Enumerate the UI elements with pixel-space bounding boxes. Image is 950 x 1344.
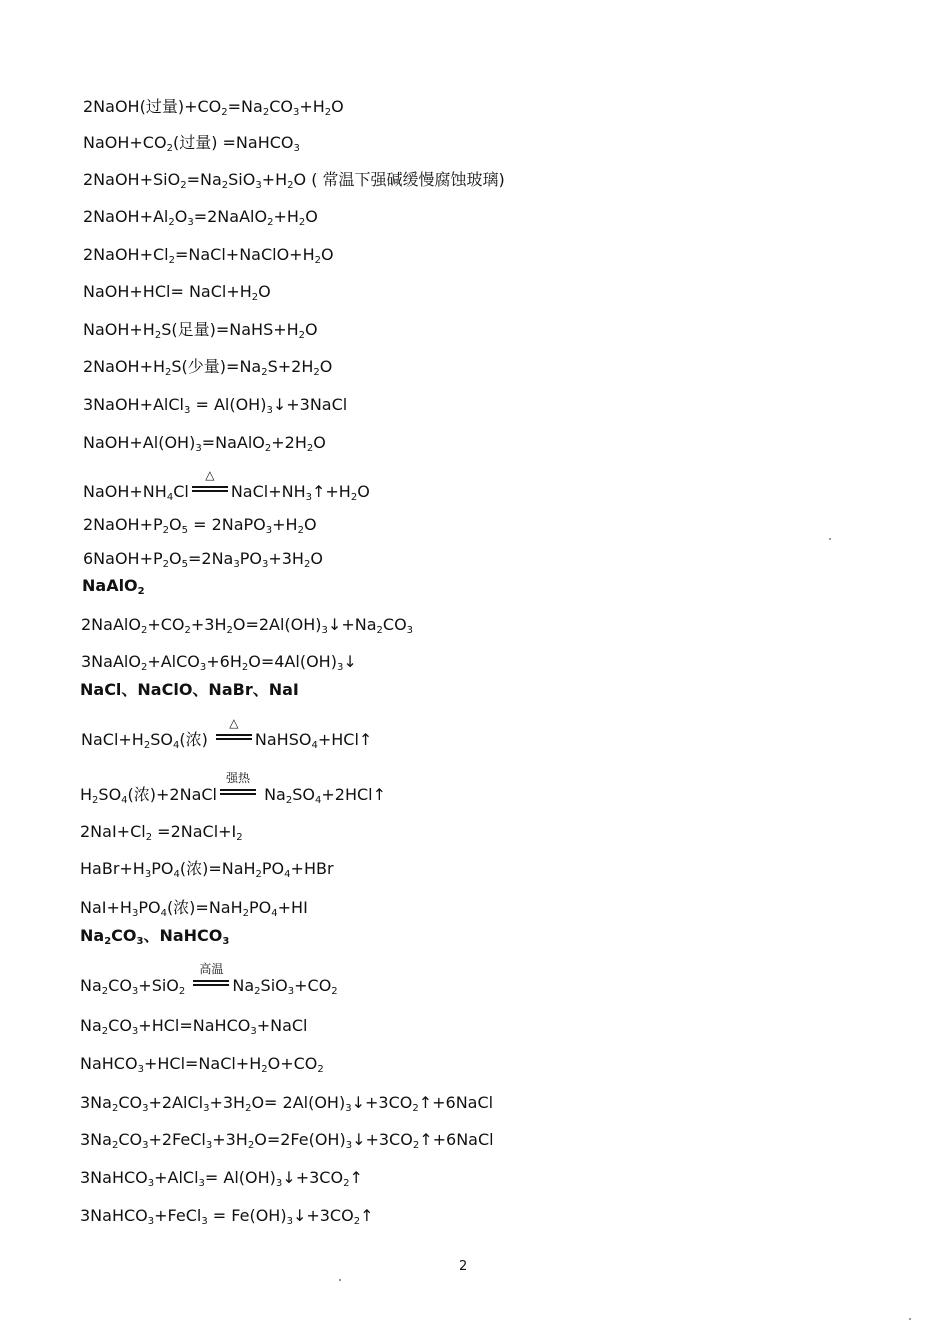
equation-line: $NaOH+NH_4Cl$ △ $NaCl+NH_3↑+H_2O$ — [83, 468, 370, 503]
equation-line: $H_2SO_4$(浓)+2NaCl 强热 $Na_2SO_4+2HCl↑$ — [80, 771, 386, 806]
equation-line: $NaHCO_3+HCl=NaCl+H_2O+CO_2$ — [80, 1054, 324, 1075]
equation-line: $2NaAlO_2+CO_2+3H_2O=2Al(OH)_3↓+Na_2CO_3$ — [81, 615, 414, 636]
equation-line: 3NaHCO$_3$+FeCl$_3$ = $Fe(OH)_3↓+3CO_2↑$ — [80, 1206, 374, 1227]
section-heading: NaCl、NaClO、NaBr、NaI — [80, 680, 299, 699]
equation-line: 2NaOH(过量)$+CO_2=Na_2CO_3+H_2O$ — [83, 97, 344, 118]
equation-line: $2NaI+Cl_2$ $=2NaCl+I_2$ — [80, 822, 243, 843]
reaction-condition-label: 高温 — [199, 962, 224, 976]
equation-line: $NaOH+Al(OH)_3=NaAlO_2+2H_2O$ — [83, 433, 326, 454]
equation-line: $2NaOH+SiO_2=Na_2SiO_3+H_2O$ ( 常温下强碱缓慢腐蚀玻璃) — [83, 170, 505, 191]
equation-line: 3NaHCO$_3$+AlCl$_3$= $Al(OH)_3↓+3CO_2↑$ — [80, 1168, 363, 1189]
reaction-condition-sign — [219, 771, 257, 798]
equation-line: $NaI+H_3PO_4$(浓)$=NaH_2PO_4+HI$ — [80, 898, 308, 919]
reaction-condition-sign — [192, 962, 230, 989]
equation-line: $NaOH+H_2S$(足量)$=NaHS+H_2O$ — [83, 320, 318, 341]
reaction-condition-label: △ — [205, 468, 215, 482]
reaction-condition-label: △ — [229, 716, 239, 730]
reaction-condition-sign — [215, 716, 253, 743]
scan-speck — [829, 538, 831, 540]
equation-line: $NaCl+H_2SO_4$(浓) △ NaHSO$_4$+HCl↑ — [81, 716, 373, 751]
equation-line: $3Na_2CO_3+2AlCl_3+3H_2O=$ $2Al(OH)_3↓+3CO_2↑+6NaCl$ — [80, 1093, 494, 1114]
page-number: 2 — [459, 1259, 468, 1274]
reaction-condition-sign — [191, 468, 229, 495]
equation-line: 3NaOH+AlCl$_3$ = $Al(OH)_3↓+3NaCl$ — [83, 395, 348, 416]
equation-line: $2NaOH+Al_2O_3=2NaAlO_2+H_2O$ — [83, 207, 318, 228]
equation-line: $Na_2CO_3+SiO_2$ 高温 $Na_2SiO_3+CO_2$ — [80, 962, 338, 997]
equation-line: $2NaOH+H_2S$(少量)$=Na_2S+2H_2O$ — [83, 357, 333, 378]
equation-line: $Na_2CO_3+HCl=NaHCO_3+NaCl$ — [80, 1016, 308, 1037]
section-heading: NaAlO$_2$ — [82, 576, 145, 597]
equation-line: $3NaAlO_2+AlCO_3+6H_2O=4Al(OH)_3↓$ — [81, 652, 357, 673]
equation-line: $2NaOH+Cl_2=NaCl+NaClO+H_2O$ — [83, 245, 334, 266]
equation-line: $3Na_2CO_3+2FeCl_3+3H_2O=2Fe(OH)_3↓+3CO_2↑+6NaCl$ — [80, 1130, 494, 1151]
equation-line: $NaOH+CO_2$(过量) =NaHCO$_3$ — [83, 133, 300, 154]
scan-speck — [909, 1318, 911, 1320]
equation-line: NaOH+HCl= $NaCl+H_2O$ — [83, 282, 271, 303]
equation-line: $6NaOH+P_2O_5=2Na_3PO_3+3H_2O$ — [83, 549, 323, 570]
equation-line: $2NaOH+P_2O_5$ = $2NaPO_3+H_2O$ — [83, 515, 317, 536]
section-heading: $Na_2CO_3$、NaHCO$_3$ — [80, 926, 230, 947]
reaction-condition-label: 强热 — [225, 771, 250, 785]
equation-line: $HaBr+H_3PO_4$(浓)$=NaH_2PO_4+HBr$ — [80, 859, 334, 880]
scan-speck — [339, 1279, 341, 1281]
